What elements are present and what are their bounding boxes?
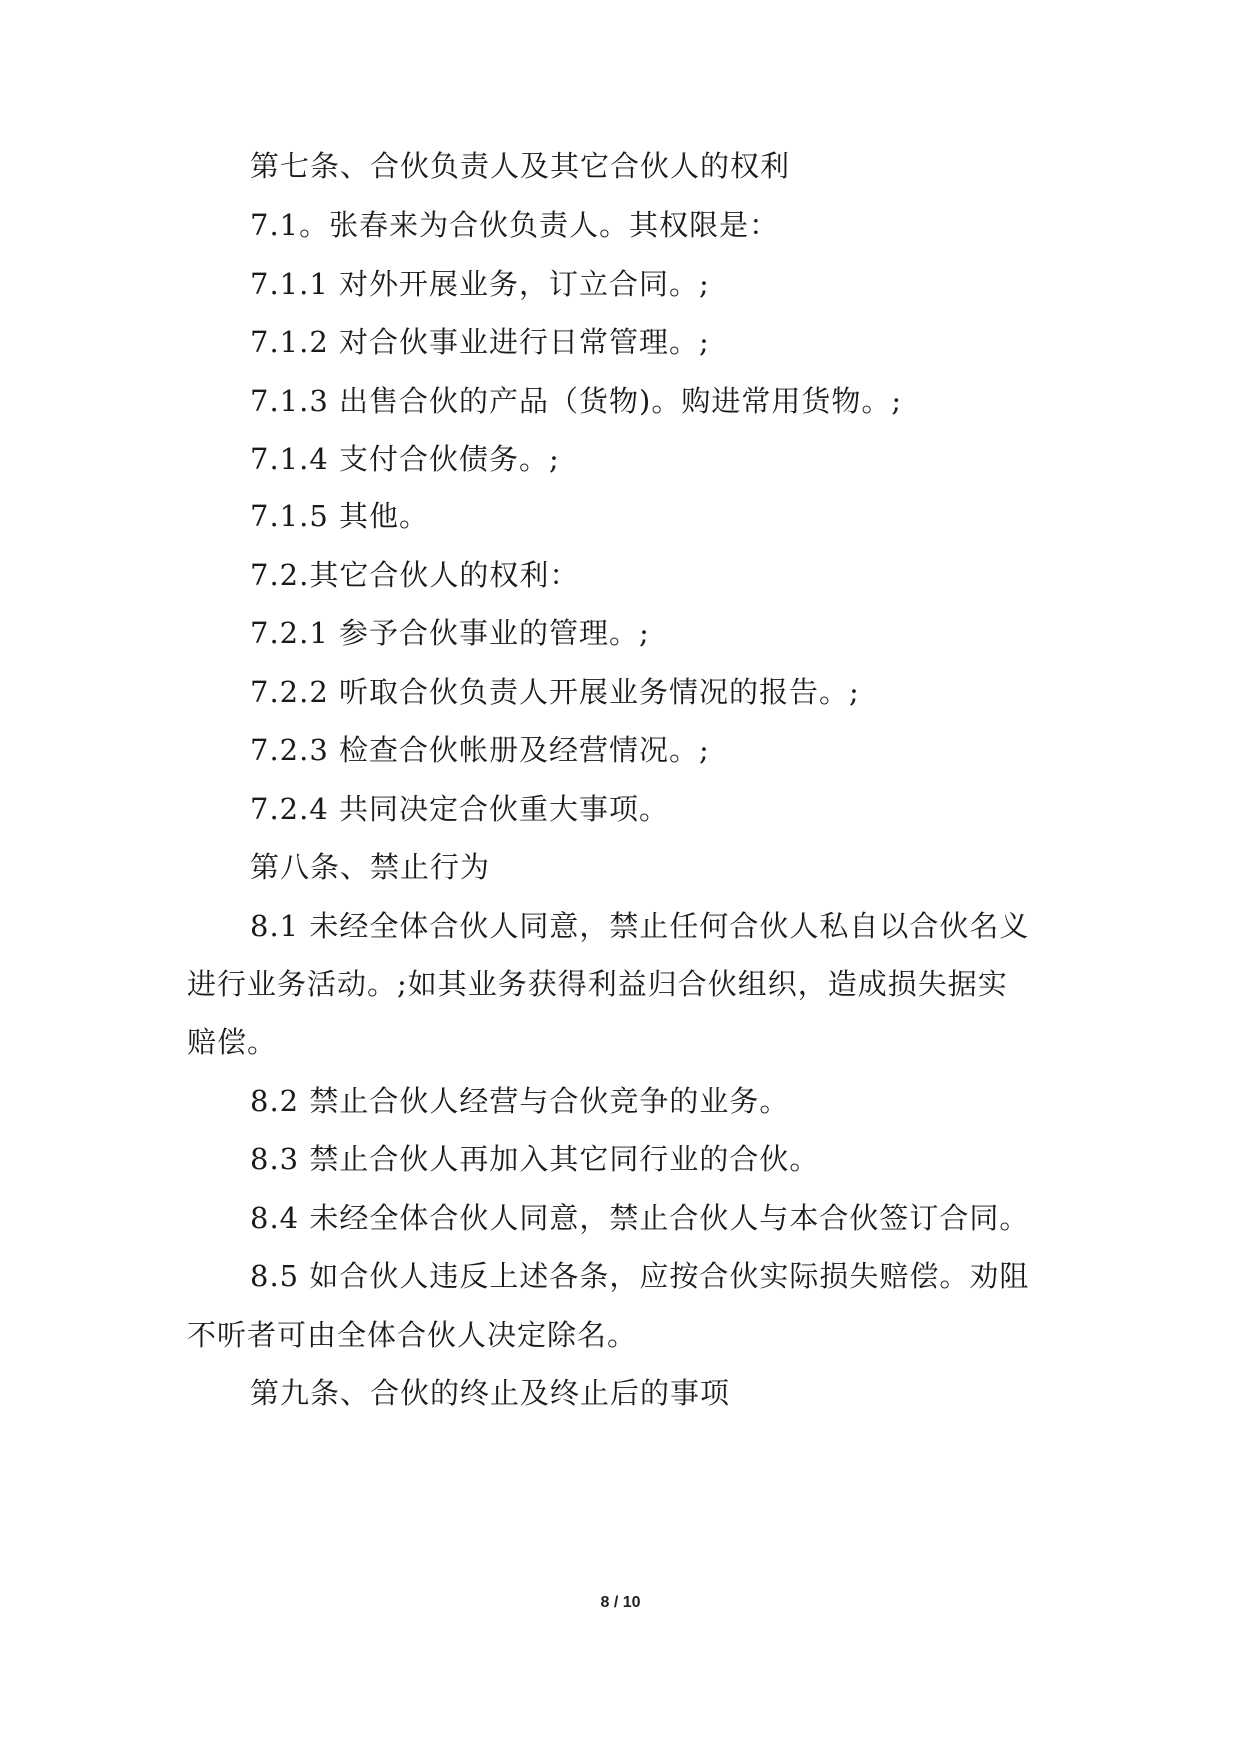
clause-7-2-4: 7.2.4 共同决定合伙重大事项。 [250,792,670,826]
clause-8-5: 8.5 如合伙人违反上述各条，应按合伙实际损失赔偿。劝阻 [250,1259,1030,1293]
article-8-heading: 第八条、禁止行为 [250,850,491,884]
clause-8-2: 8.2 禁止合伙人经营与合伙竞争的业务。 [250,1084,790,1118]
clause-7-2-3: 7.2.3 检查合伙帐册及经营情况。; [250,733,710,767]
clause-8-4: 8.4 未经全体合伙人同意，禁止合伙人与本合伙签订合同。 [250,1201,1030,1235]
clause-7-1-2: 7.1.2 对合伙事业进行日常管理。; [250,325,710,359]
page-number: 8 / 10 [600,1594,641,1611]
clause-7-1-5: 7.1.5 其他。 [250,499,430,533]
clause-8-1-cont-2: 赔偿。 [187,1025,278,1059]
clause-8-1: 8.1 未经全体合伙人同意，禁止任何合伙人私自以合伙名义 [250,909,1030,943]
article-9-heading: 第九条、合伙的终止及终止后的事项 [250,1376,731,1410]
clause-7-2-2: 7.2.2 听取合伙负责人开展业务情况的报告。; [250,675,860,709]
article-7-heading: 第七条、合伙负责人及其它合伙人的权利 [250,149,791,183]
clause-7-1-1: 7.1.1 对外开展业务，订立合同。; [250,267,710,301]
clause-7-1-3: 7.1.3 出售合伙的产品（货物)。购进常用货物。; [250,384,903,418]
clause-7-1-4: 7.1.4 支付合伙债务。; [250,442,560,476]
clause-8-5-cont: 不听者可由全体合伙人决定除名。 [187,1318,638,1352]
clause-8-3: 8.3 禁止合伙人再加入其它同行业的合伙。 [250,1142,820,1176]
clause-7-1: 7.1。张春来为合伙负责人。其权限是： [250,208,780,242]
clause-8-1-cont: 进行业务活动。;如其业务获得利益归合伙组织，造成损失据实 [187,967,1008,1001]
clause-7-2-1: 7.2.1 参予合伙事业的管理。; [250,616,650,650]
clause-7-2: 7.2.其它合伙人的权利： [250,558,580,592]
